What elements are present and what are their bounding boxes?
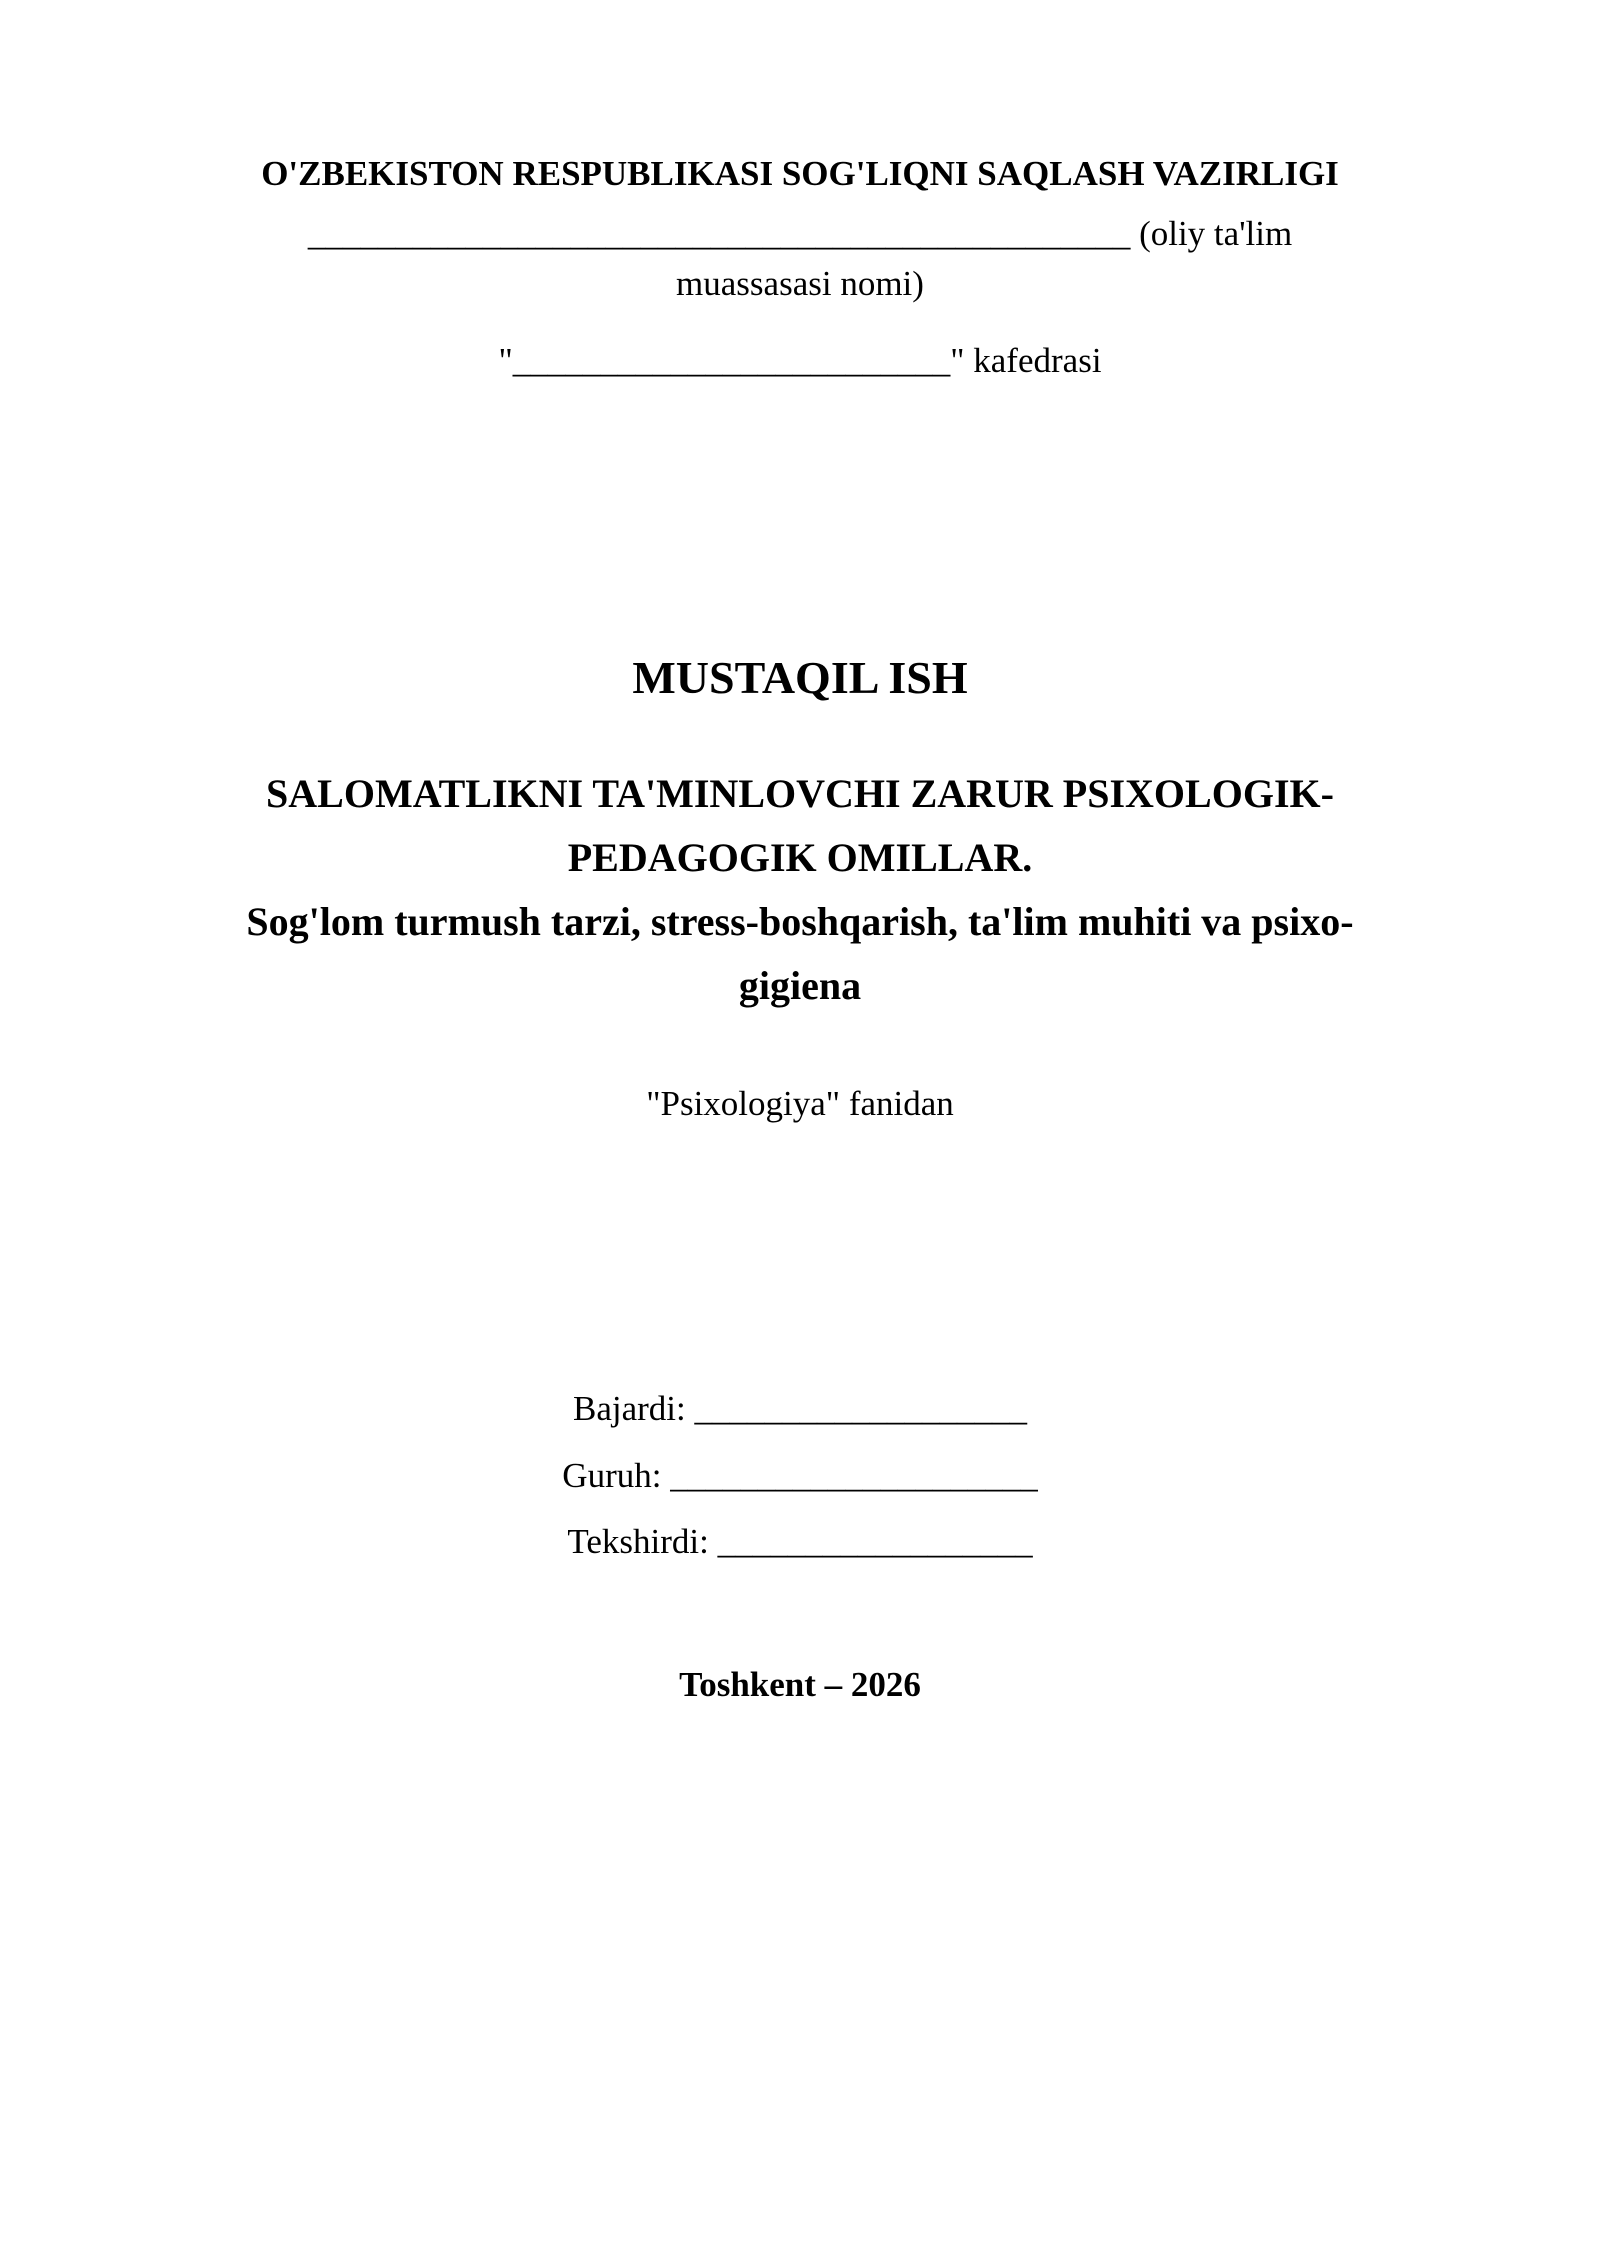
- performed-by-field: Bajardi: ___________________: [573, 1389, 1027, 1428]
- topic-subtitle-line-2: gigiena: [738, 963, 862, 1008]
- ministry-heading: O'ZBEKISTON RESPUBLIKASI SOG'LIQNI SAQLASH VAZIRLIGI: [261, 154, 1339, 193]
- department-line: "_________________________" kafedrasi: [498, 341, 1102, 380]
- document-type-title: MUSTAQIL ISH: [632, 652, 968, 703]
- city-year-footer: Toshkent – 2026: [679, 1665, 921, 1704]
- topic-title-line-2: PEDAGOGIK OMILLAR.: [567, 835, 1033, 880]
- institution-name-line: _______________________________________________ (oliy ta'lim: [307, 214, 1293, 253]
- institution-name-caption: muassasasi nomi): [676, 264, 924, 303]
- group-field: Guruh: _____________________: [562, 1456, 1038, 1495]
- topic-title: [0, 762, 1600, 890]
- subject-line: "Psixologiya" fanidan: [646, 1084, 954, 1123]
- checked-by-field: Tekshirdi: __________________: [567, 1522, 1033, 1561]
- topic-title-line-1: SALOMATLIKNI TA'MINLOVCHI ZARUR PSIXOLOGIK-: [266, 771, 1334, 816]
- topic-subtitle: [0, 890, 1600, 1018]
- topic-subtitle-line-1: Sog'lom turmush tarzi, stress-boshqarish, ta'lim muhiti va psixo-: [246, 899, 1354, 944]
